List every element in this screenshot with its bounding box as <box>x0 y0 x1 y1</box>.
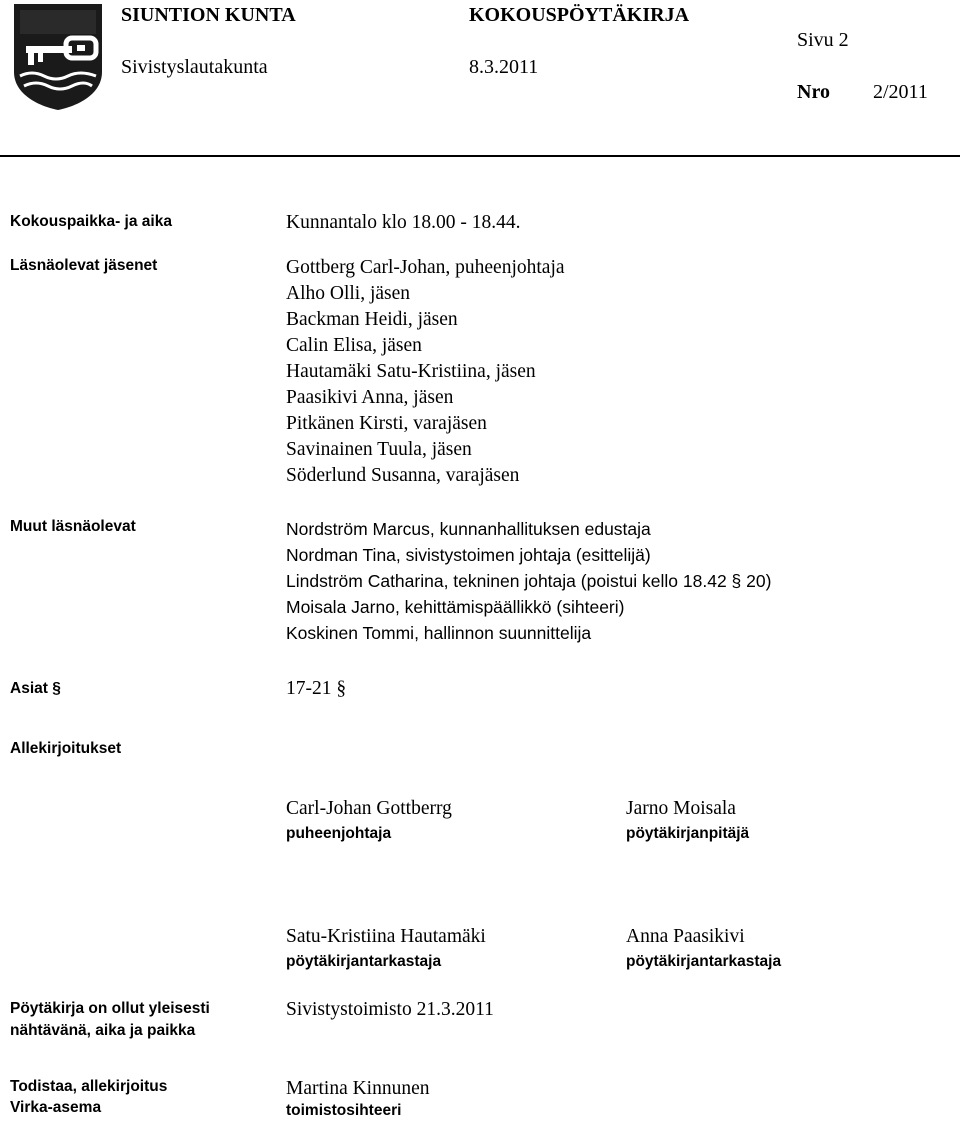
list-item: Moisala Jarno, kehittämispäällikkö (sihteeri) <box>286 597 625 617</box>
place-time-label: Kokouspaikka- ja aika <box>10 213 172 230</box>
list-item: Hautamäki Satu-Kristiina, jäsen <box>286 361 536 382</box>
signature-name: Carl-Johan Gottberrg <box>286 798 452 819</box>
public-label-line2: nähtävänä, aika ja paikka <box>10 1022 196 1039</box>
certify-label-line1: Todistaa, allekirjoitus <box>10 1078 168 1095</box>
list-item: Calin Elisa, jäsen <box>286 335 422 356</box>
list-item: Söderlund Susanna, varajäsen <box>286 465 520 486</box>
signature-role: puheenjohtaja <box>286 825 392 842</box>
signature-name: Jarno Moisala <box>626 798 736 819</box>
key-emblem-icon <box>12 2 104 112</box>
signature-role: pöytäkirjantarkastaja <box>286 953 442 970</box>
list-item: Alho Olli, jäsen <box>286 283 411 304</box>
list-item: Savinainen Tuula, jäsen <box>286 439 472 460</box>
items-value: 17-21 § <box>286 678 347 699</box>
document-type: KOKOUSPÖYTÄKIRJA <box>469 4 690 26</box>
public-value: Sivistystoimisto 21.3.2011 <box>286 999 494 1020</box>
members-label: Läsnäolevat jäsenet <box>10 257 158 274</box>
certifier-role: toimistosihteeri <box>286 1102 402 1119</box>
place-time-value: Kunnantalo klo 18.00 - 18.44. <box>286 212 521 233</box>
committee-name: Sivistyslautakunta <box>121 56 268 78</box>
municipality-name: SIUNTION KUNTA <box>121 4 296 26</box>
others-list <box>286 516 771 646</box>
number-label: Nro <box>797 81 830 103</box>
others-label: Muut läsnäolevat <box>10 518 136 535</box>
signature-name: Satu-Kristiina Hautamäki <box>286 926 486 947</box>
page-number: Sivu 2 <box>797 29 849 51</box>
certify-label-line2: Virka-asema <box>10 1099 102 1116</box>
list-item: Koskinen Tommi, hallinnon suunnittelija <box>286 623 592 643</box>
header-divider <box>0 155 960 157</box>
list-item: Pitkänen Kirsti, varajäsen <box>286 413 487 434</box>
coat-of-arms-logo <box>12 2 104 112</box>
document-number: 2/2011 <box>873 81 928 103</box>
signature-role: pöytäkirjanpitäjä <box>626 825 750 842</box>
list-item: Lindström Catharina, tekninen johtaja (poistui kello 18.42 § 20) <box>286 571 772 591</box>
members-list <box>286 255 565 489</box>
certifier-name: Martina Kinnunen <box>286 1078 430 1099</box>
list-item: Nordström Marcus, kunnanhallituksen edustaja <box>286 519 651 539</box>
public-label-line1: Pöytäkirja on ollut yleisesti <box>10 1000 210 1017</box>
signature-role: pöytäkirjantarkastaja <box>626 953 782 970</box>
signature-name: Anna Paasikivi <box>626 926 745 947</box>
items-label: Asiat § <box>10 680 61 697</box>
signatures-label: Allekirjoitukset <box>10 740 122 757</box>
list-item: Gottberg Carl-Johan, puheenjohtaja <box>286 257 565 278</box>
list-item: Paasikivi Anna, jäsen <box>286 387 454 408</box>
meeting-date: 8.3.2011 <box>469 56 539 78</box>
list-item: Nordman Tina, sivistystoimen johtaja (esittelijä) <box>286 545 651 565</box>
list-item: Backman Heidi, jäsen <box>286 309 458 330</box>
